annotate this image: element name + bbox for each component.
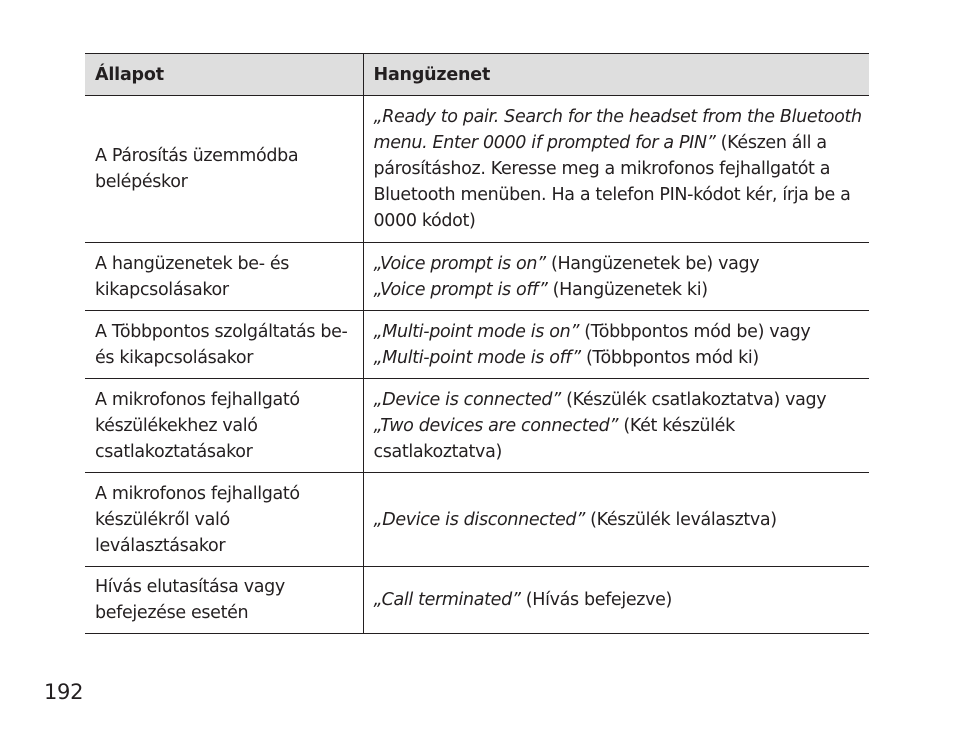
table-row [85,96,869,243]
hungarian-translation: (Hangüzenetek be) vagy [545,253,760,274]
table-header-row [85,54,869,96]
english-prompt: „Voice prompt is on” [373,253,546,274]
column-header-state: Állapot [85,54,363,96]
message-cell [363,473,869,567]
hungarian-translation: (Többpontos mód ki) [580,347,759,368]
english-prompt: „Device is disconnected” [373,509,585,530]
english-prompt: „Two devices are connected” [373,415,619,436]
message-cell [363,567,869,634]
hungarian-translation: (Két készülék csatlakoztatva) [373,415,735,462]
english-prompt: „Call terminated” [373,590,521,610]
state-cell: A mikrofonos fejhallgató készülékekhez való csatlakoztatásakor [85,379,363,473]
english-prompt: „Ready to pair. Search for the headset from the Bluetooth menu. Enter 0000 if prompted for a PIN” [373,107,862,153]
english-prompt: „Multi-point mode is off” [373,347,581,368]
hungarian-translation: (Többpontos mód be) vagy [579,321,811,342]
english-prompt: „Voice prompt is off” [373,279,548,300]
state-cell: A mikrofonos fejhallgató készülékről való leválasztásakor [85,473,363,567]
message-cell [363,379,869,473]
voice-prompt-table [85,53,869,634]
table-row [85,473,869,567]
table-row [85,311,869,379]
table-row [85,567,869,634]
state-cell: A Párosítás üzemmódba belépéskor [85,96,363,243]
message-cell [363,311,869,379]
message-cell [363,243,869,311]
column-header-message: Hangüzenet [363,54,869,96]
hungarian-translation: (Hangüzenetek ki) [547,279,708,300]
state-cell: Hívás elutasítása vagy befejezése esetén [85,567,363,634]
hungarian-translation: (Készülék csatlakoztatva) vagy [560,389,827,410]
hungarian-translation: (Készen áll a párosításhoz. Keresse meg a mikrofonos fejhallgatót a Bluetooth menüben. Ha a telefon PIN-kódot kér, írja be a 0000 kódot) [373,133,851,231]
page-number: 192 [44,680,84,704]
message-cell [363,96,869,243]
state-cell: A Többpontos szolgáltatás be- és kikapcsolásakor [85,311,363,379]
table-row [85,379,869,473]
hungarian-translation: (Hívás befejezve) [520,590,673,610]
hungarian-translation: (Készülék leválasztva) [584,509,777,530]
english-prompt: „Multi-point mode is on” [373,321,580,342]
state-cell: A hangüzenetek be- és kikapcsolásakor [85,243,363,311]
english-prompt: „Device is connected” [373,389,561,410]
table-row [85,243,869,311]
